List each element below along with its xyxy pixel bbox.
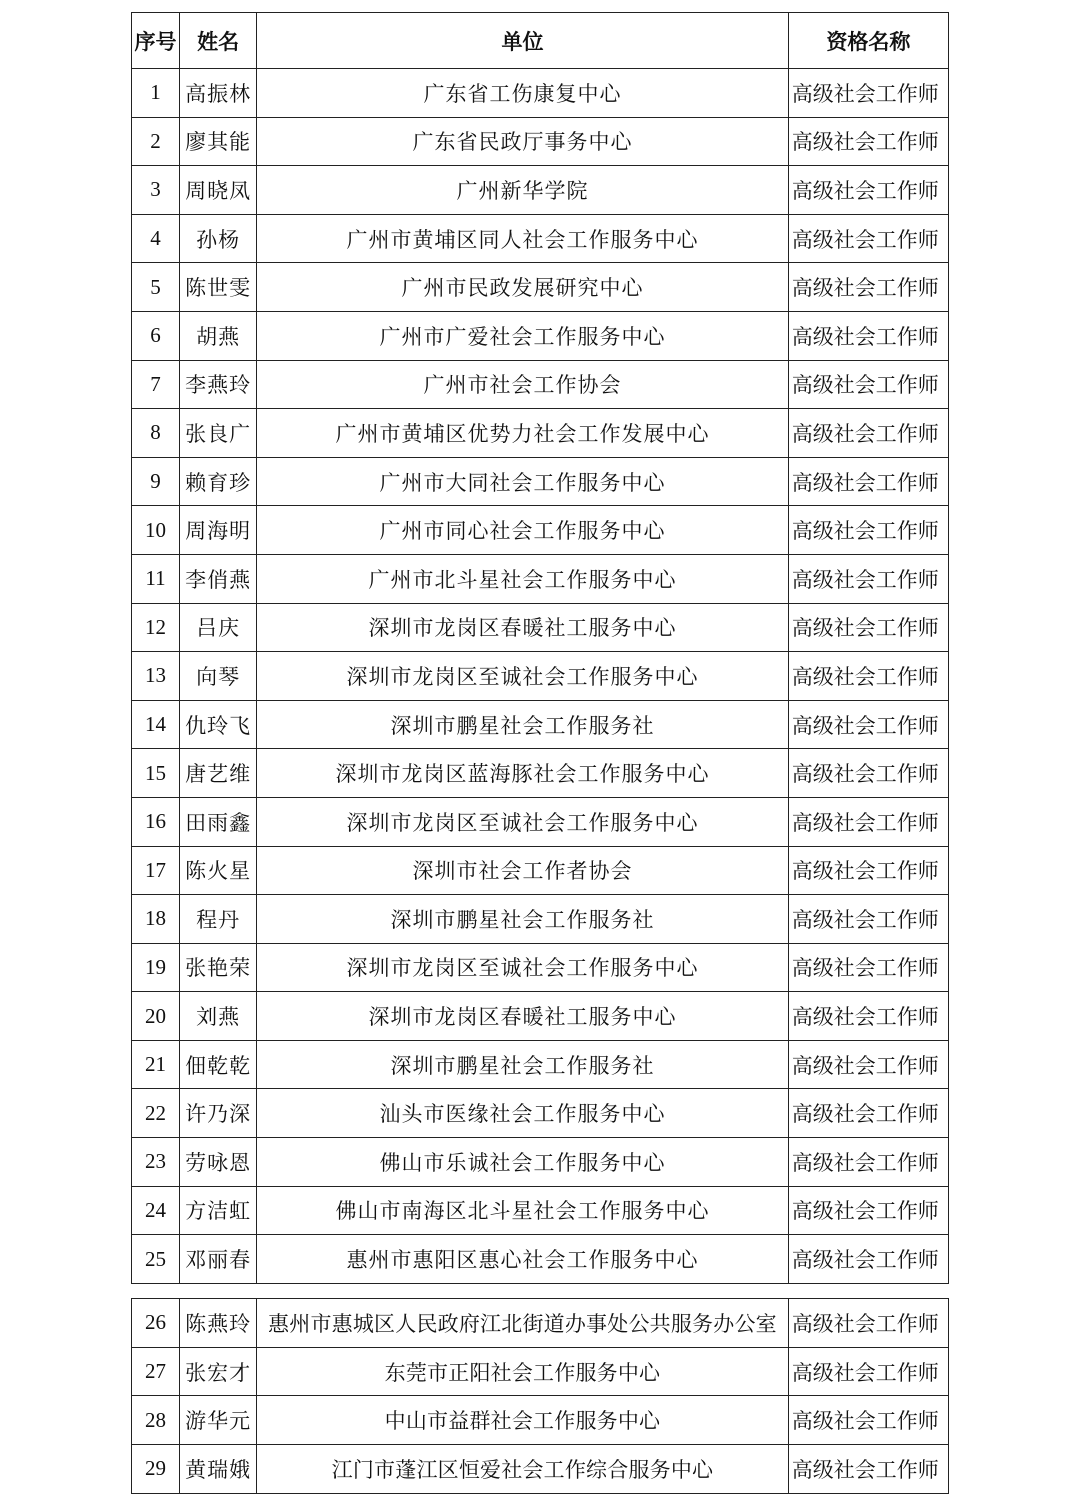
row-index-cell: 23 bbox=[132, 1138, 180, 1187]
row-index-cell: 14 bbox=[132, 700, 180, 749]
table-row bbox=[132, 1235, 949, 1284]
row-index-cell: 9 bbox=[132, 457, 180, 506]
row-index-cell: 8 bbox=[132, 409, 180, 458]
row-qualification-cell: 高级社会工作师 bbox=[788, 117, 948, 166]
table-row bbox=[132, 652, 949, 701]
row-index-cell: 11 bbox=[132, 554, 180, 603]
row-name-cell: 陈火星 bbox=[180, 846, 257, 895]
row-qualification-cell: 高级社会工作师 bbox=[788, 749, 948, 798]
row-index-cell: 12 bbox=[132, 603, 180, 652]
row-index-cell: 29 bbox=[132, 1445, 180, 1494]
table-row bbox=[132, 749, 949, 798]
row-unit-cell: 深圳市龙岗区蓝海豚社会工作服务中心 bbox=[257, 749, 789, 798]
table-row bbox=[132, 166, 949, 215]
row-unit-cell: 广州市黄埔区同人社会工作服务中心 bbox=[257, 214, 789, 263]
row-unit-cell: 广州市广爱社会工作服务中心 bbox=[257, 311, 789, 360]
row-name-cell: 程丹 bbox=[180, 895, 257, 944]
row-qualification-cell: 高级社会工作师 bbox=[788, 943, 948, 992]
row-unit-cell: 江门市蓬江区恒爱社会工作综合服务中心 bbox=[257, 1445, 789, 1494]
row-name-cell: 黄瑞娥 bbox=[180, 1445, 257, 1494]
row-name-cell: 赖育珍 bbox=[180, 457, 257, 506]
row-unit-cell: 深圳市鹏星社会工作服务社 bbox=[257, 700, 789, 749]
row-unit-cell: 广东省民政厅事务中心 bbox=[257, 117, 789, 166]
table-row bbox=[132, 1186, 949, 1235]
table-row bbox=[132, 117, 949, 166]
row-unit-cell: 深圳市鹏星社会工作服务社 bbox=[257, 895, 789, 944]
row-unit-cell: 广东省工伤康复中心 bbox=[257, 69, 789, 118]
row-unit-cell: 广州新华学院 bbox=[257, 166, 789, 215]
table-row bbox=[132, 1396, 949, 1445]
row-qualification-cell: 高级社会工作师 bbox=[788, 846, 948, 895]
row-qualification-cell: 高级社会工作师 bbox=[788, 1235, 948, 1284]
row-name-cell: 仇玲飞 bbox=[180, 700, 257, 749]
table-row bbox=[132, 797, 949, 846]
row-unit-cell: 惠州市惠阳区惠心社会工作服务中心 bbox=[257, 1235, 789, 1284]
row-qualification-cell: 高级社会工作师 bbox=[788, 1040, 948, 1089]
row-name-cell: 高振林 bbox=[180, 69, 257, 118]
row-qualification-cell: 高级社会工作师 bbox=[788, 700, 948, 749]
table-row bbox=[132, 409, 949, 458]
row-unit-cell: 佛山市南海区北斗星社会工作服务中心 bbox=[257, 1186, 789, 1235]
row-index-cell: 4 bbox=[132, 214, 180, 263]
table-header-row bbox=[132, 13, 949, 69]
row-unit-cell: 东莞市正阳社会工作服务中心 bbox=[257, 1347, 789, 1396]
row-index-cell: 28 bbox=[132, 1396, 180, 1445]
row-index-cell: 26 bbox=[132, 1299, 180, 1348]
row-unit-cell: 广州市社会工作协会 bbox=[257, 360, 789, 409]
roster-table-page-2 bbox=[131, 1298, 949, 1494]
row-index-cell: 6 bbox=[132, 311, 180, 360]
table-row bbox=[132, 457, 949, 506]
row-name-cell: 张艳荣 bbox=[180, 943, 257, 992]
row-qualification-cell: 高级社会工作师 bbox=[788, 1347, 948, 1396]
row-qualification-cell: 高级社会工作师 bbox=[788, 1396, 948, 1445]
table-row bbox=[132, 1299, 949, 1348]
row-qualification-cell: 高级社会工作师 bbox=[788, 311, 948, 360]
row-qualification-cell: 高级社会工作师 bbox=[788, 263, 948, 312]
row-unit-cell: 深圳市龙岗区至诚社会工作服务中心 bbox=[257, 652, 789, 701]
row-index-cell: 27 bbox=[132, 1347, 180, 1396]
row-index-cell: 15 bbox=[132, 749, 180, 798]
row-qualification-cell: 高级社会工作师 bbox=[788, 1299, 948, 1348]
table-row bbox=[132, 1089, 949, 1138]
row-unit-cell: 汕头市医缘社会工作服务中心 bbox=[257, 1089, 789, 1138]
row-qualification-cell: 高级社会工作师 bbox=[788, 1138, 948, 1187]
row-unit-cell: 深圳市龙岗区春暖社工服务中心 bbox=[257, 603, 789, 652]
row-name-cell: 佃乾乾 bbox=[180, 1040, 257, 1089]
row-qualification-cell: 高级社会工作师 bbox=[788, 895, 948, 944]
row-index-cell: 19 bbox=[132, 943, 180, 992]
row-name-cell: 廖其能 bbox=[180, 117, 257, 166]
table-row bbox=[132, 1040, 949, 1089]
row-qualification-cell: 高级社会工作师 bbox=[788, 69, 948, 118]
row-name-cell: 劳咏恩 bbox=[180, 1138, 257, 1187]
row-qualification-cell: 高级社会工作师 bbox=[788, 457, 948, 506]
row-name-cell: 张良广 bbox=[180, 409, 257, 458]
table-row bbox=[132, 992, 949, 1041]
row-qualification-cell: 高级社会工作师 bbox=[788, 409, 948, 458]
table-row bbox=[132, 943, 949, 992]
row-unit-cell: 深圳市龙岗区至诚社会工作服务中心 bbox=[257, 797, 789, 846]
table-row bbox=[132, 603, 949, 652]
row-qualification-cell: 高级社会工作师 bbox=[788, 652, 948, 701]
row-index-cell: 1 bbox=[132, 69, 180, 118]
row-unit-cell: 中山市益群社会工作服务中心 bbox=[257, 1396, 789, 1445]
row-unit-cell: 广州市民政发展研究中心 bbox=[257, 263, 789, 312]
table-row bbox=[132, 360, 949, 409]
table-row bbox=[132, 895, 949, 944]
row-index-cell: 25 bbox=[132, 1235, 180, 1284]
row-name-cell: 孙杨 bbox=[180, 214, 257, 263]
row-name-cell: 吕庆 bbox=[180, 603, 257, 652]
row-unit-cell: 深圳市龙岗区至诚社会工作服务中心 bbox=[257, 943, 789, 992]
row-unit-cell: 广州市黄埔区优势力社会工作发展中心 bbox=[257, 409, 789, 458]
row-name-cell: 陈燕玲 bbox=[180, 1299, 257, 1348]
table-row bbox=[132, 1138, 949, 1187]
row-unit-cell: 深圳市鹏星社会工作服务社 bbox=[257, 1040, 789, 1089]
row-index-cell: 22 bbox=[132, 1089, 180, 1138]
table-row bbox=[132, 700, 949, 749]
row-name-cell: 李俏燕 bbox=[180, 554, 257, 603]
table-row bbox=[132, 311, 949, 360]
row-index-cell: 10 bbox=[132, 506, 180, 555]
table-row bbox=[132, 1347, 949, 1396]
row-name-cell: 胡燕 bbox=[180, 311, 257, 360]
table-row bbox=[132, 214, 949, 263]
row-qualification-cell: 高级社会工作师 bbox=[788, 1089, 948, 1138]
roster-table-page-1 bbox=[131, 12, 949, 1284]
header-qualification: 资格名称 bbox=[788, 13, 948, 69]
row-unit-cell: 深圳市社会工作者协会 bbox=[257, 846, 789, 895]
row-name-cell: 田雨鑫 bbox=[180, 797, 257, 846]
row-name-cell: 周晓凤 bbox=[180, 166, 257, 215]
row-qualification-cell: 高级社会工作师 bbox=[788, 603, 948, 652]
row-unit-cell: 佛山市乐诚社会工作服务中心 bbox=[257, 1138, 789, 1187]
row-index-cell: 18 bbox=[132, 895, 180, 944]
row-name-cell: 方洁虹 bbox=[180, 1186, 257, 1235]
row-name-cell: 唐艺维 bbox=[180, 749, 257, 798]
row-name-cell: 游华元 bbox=[180, 1396, 257, 1445]
row-unit-cell: 广州市北斗星社会工作服务中心 bbox=[257, 554, 789, 603]
table-row bbox=[132, 846, 949, 895]
table-row bbox=[132, 263, 949, 312]
row-index-cell: 17 bbox=[132, 846, 180, 895]
row-unit-cell: 广州市大同社会工作服务中心 bbox=[257, 457, 789, 506]
row-index-cell: 13 bbox=[132, 652, 180, 701]
row-name-cell: 李燕玲 bbox=[180, 360, 257, 409]
row-qualification-cell: 高级社会工作师 bbox=[788, 360, 948, 409]
row-unit-cell: 惠州市惠城区人民政府江北街道办事处公共服务办公室 bbox=[257, 1299, 789, 1348]
row-index-cell: 20 bbox=[132, 992, 180, 1041]
table-row bbox=[132, 554, 949, 603]
row-index-cell: 21 bbox=[132, 1040, 180, 1089]
row-name-cell: 张宏才 bbox=[180, 1347, 257, 1396]
row-index-cell: 7 bbox=[132, 360, 180, 409]
row-qualification-cell: 高级社会工作师 bbox=[788, 992, 948, 1041]
row-qualification-cell: 高级社会工作师 bbox=[788, 214, 948, 263]
header-unit: 单位 bbox=[257, 13, 789, 69]
row-qualification-cell: 高级社会工作师 bbox=[788, 166, 948, 215]
row-name-cell: 周海明 bbox=[180, 506, 257, 555]
row-qualification-cell: 高级社会工作师 bbox=[788, 1186, 948, 1235]
header-index: 序号 bbox=[132, 13, 180, 69]
table-row bbox=[132, 69, 949, 118]
row-index-cell: 16 bbox=[132, 797, 180, 846]
table-row bbox=[132, 506, 949, 555]
row-unit-cell: 广州市同心社会工作服务中心 bbox=[257, 506, 789, 555]
row-name-cell: 陈世雯 bbox=[180, 263, 257, 312]
row-name-cell: 许乃深 bbox=[180, 1089, 257, 1138]
row-qualification-cell: 高级社会工作师 bbox=[788, 1445, 948, 1494]
row-name-cell: 刘燕 bbox=[180, 992, 257, 1041]
table-row bbox=[132, 1445, 949, 1494]
row-name-cell: 向琴 bbox=[180, 652, 257, 701]
row-name-cell: 邓丽春 bbox=[180, 1235, 257, 1284]
row-qualification-cell: 高级社会工作师 bbox=[788, 506, 948, 555]
row-index-cell: 5 bbox=[132, 263, 180, 312]
row-index-cell: 24 bbox=[132, 1186, 180, 1235]
row-unit-cell: 深圳市龙岗区春暖社工服务中心 bbox=[257, 992, 789, 1041]
row-qualification-cell: 高级社会工作师 bbox=[788, 797, 948, 846]
row-qualification-cell: 高级社会工作师 bbox=[788, 554, 948, 603]
row-index-cell: 3 bbox=[132, 166, 180, 215]
header-name: 姓名 bbox=[180, 13, 257, 69]
row-index-cell: 2 bbox=[132, 117, 180, 166]
